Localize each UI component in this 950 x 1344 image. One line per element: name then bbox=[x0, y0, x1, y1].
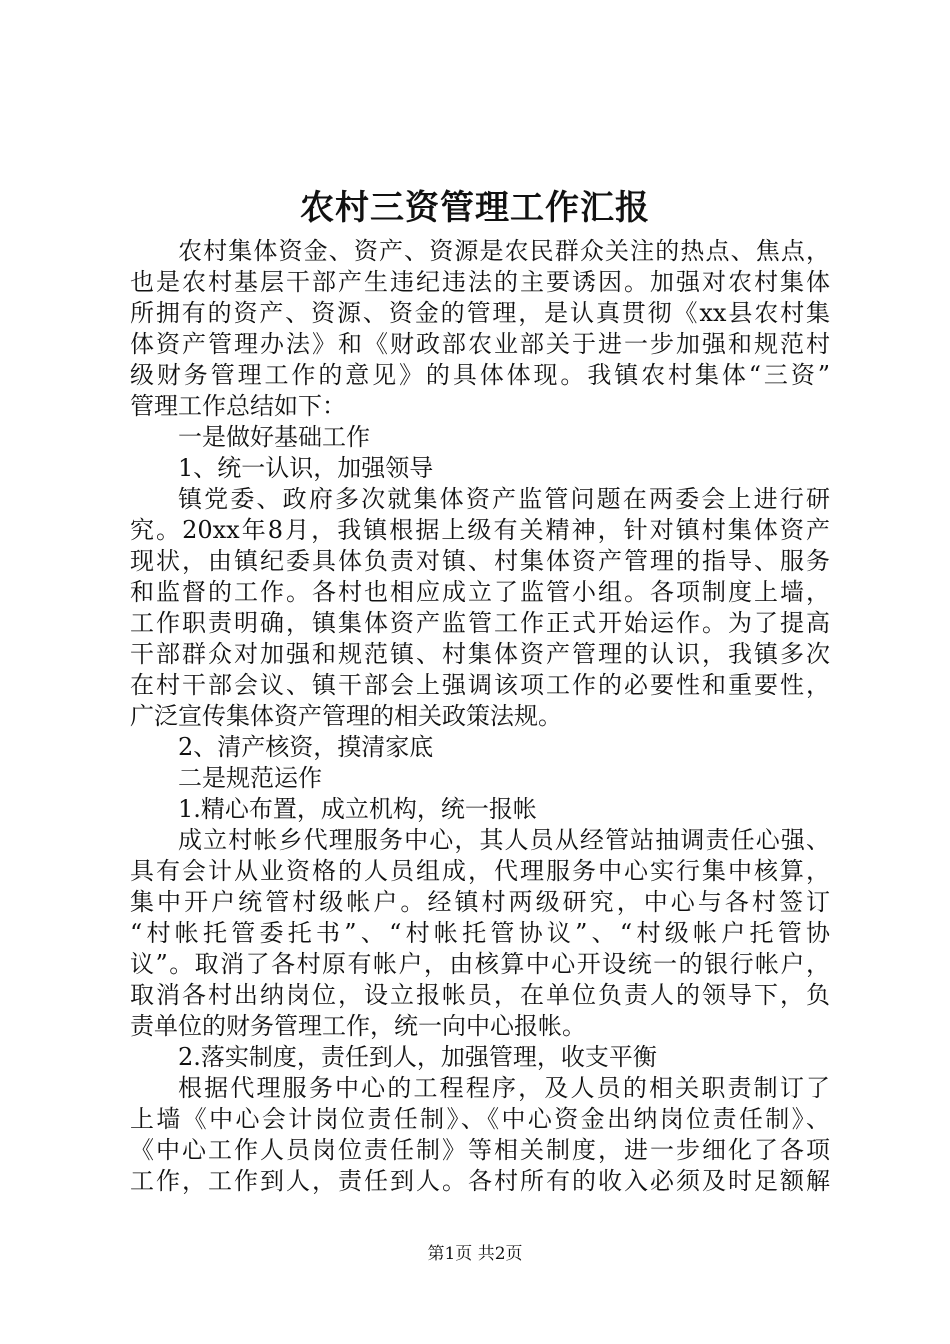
text-line: 管理工作总结如下： bbox=[130, 392, 346, 420]
text-line: 现状，由镇纪委具体负责对镇、村集体资产管理的指导、服务 bbox=[130, 547, 830, 575]
text-line: 广泛宣传集体资产管理的相关政策法规。 bbox=[130, 702, 562, 730]
text-line: 2、清产核资，摸清家底 bbox=[178, 733, 434, 761]
text-line: 具有会计从业资格的人员组成，代理服务中心实行集中核算， bbox=[130, 857, 830, 885]
text-line: 也是农村基层干部产生违纪违法的主要诱因。加强对农村集体 bbox=[130, 268, 830, 296]
text-line: 根据代理服务中心的工程程序，及人员的相关职责制订了 bbox=[178, 1074, 830, 1102]
text-line: 究。20xx年8月，我镇根据上级有关精神，针对镇村集体资产 bbox=[130, 516, 830, 544]
text-line: 工作职责明确，镇集体资产监管工作正式开始运作。为了提高 bbox=[130, 609, 830, 637]
text-line: 体资产管理办法》和《财政部农业部关于进一步加强和规范村 bbox=[130, 330, 830, 358]
text-line: 1.精心布置，成立机构，统一报帐 bbox=[178, 795, 537, 823]
text-line: 议”。取消了各村原有帐户，由核算中心开设统一的银行帐户， bbox=[130, 950, 830, 978]
text-line: 取消各村出纳岗位，设立报帐员，在单位负责人的领导下，负 bbox=[130, 981, 830, 1009]
text-line: 农村集体资金、资产、资源是农民群众关注的热点、焦点， bbox=[178, 237, 830, 265]
text-line: 级财务管理工作的意见》的具体体现。我镇农村集体“三资” bbox=[130, 361, 830, 389]
text-line: 1、统一认识，加强领导 bbox=[178, 454, 434, 482]
document-title: 农村三资管理工作汇报 bbox=[300, 188, 650, 228]
text-line: 成立村帐乡代理服务中心，其人员从经管站抽调责任心强、 bbox=[178, 826, 830, 854]
text-line: 一是做好基础工作 bbox=[178, 423, 370, 451]
text-line: 镇党委、政府多次就集体资产监管问题在两委会上进行研 bbox=[178, 485, 830, 513]
document-body bbox=[130, 236, 830, 1197]
text-line: 集中开户统管村级帐户。经镇村两级研究，中心与各村签订 bbox=[130, 888, 830, 916]
text-line: 《中心工作人员岗位责任制》等相关制度，进一步细化了各项 bbox=[130, 1136, 830, 1164]
text-line: 所拥有的资产、资源、资金的管理，是认真贯彻《xx县农村集 bbox=[130, 299, 830, 327]
text-line: 工作，工作到人，责任到人。各村所有的收入必须及时足额解 bbox=[130, 1167, 830, 1195]
text-line: 干部群众对加强和规范镇、村集体资产管理的认识，我镇多次 bbox=[130, 640, 830, 668]
page-footer: 第1页 共2页 bbox=[427, 1244, 523, 1264]
text-line: 上墙《中心会计岗位责任制》、《中心资金出纳岗位责任制》、 bbox=[130, 1105, 830, 1133]
text-line: 责单位的财务管理工作，统一向中心报帐。 bbox=[130, 1012, 586, 1040]
text-line: “村帐托管委托书”、“村帐托管协议”、“村级帐户托管协 bbox=[130, 919, 830, 947]
text-line: 二是规范运作 bbox=[178, 764, 322, 792]
text-line: 和监督的工作。各村也相应成立了监管小组。各项制度上墙， bbox=[130, 578, 830, 606]
text-line: 2.落实制度，责任到人，加强管理，收支平衡 bbox=[178, 1043, 657, 1071]
text-line: 在村干部会议、镇干部会上强调该项工作的必要性和重要性， bbox=[130, 671, 830, 699]
